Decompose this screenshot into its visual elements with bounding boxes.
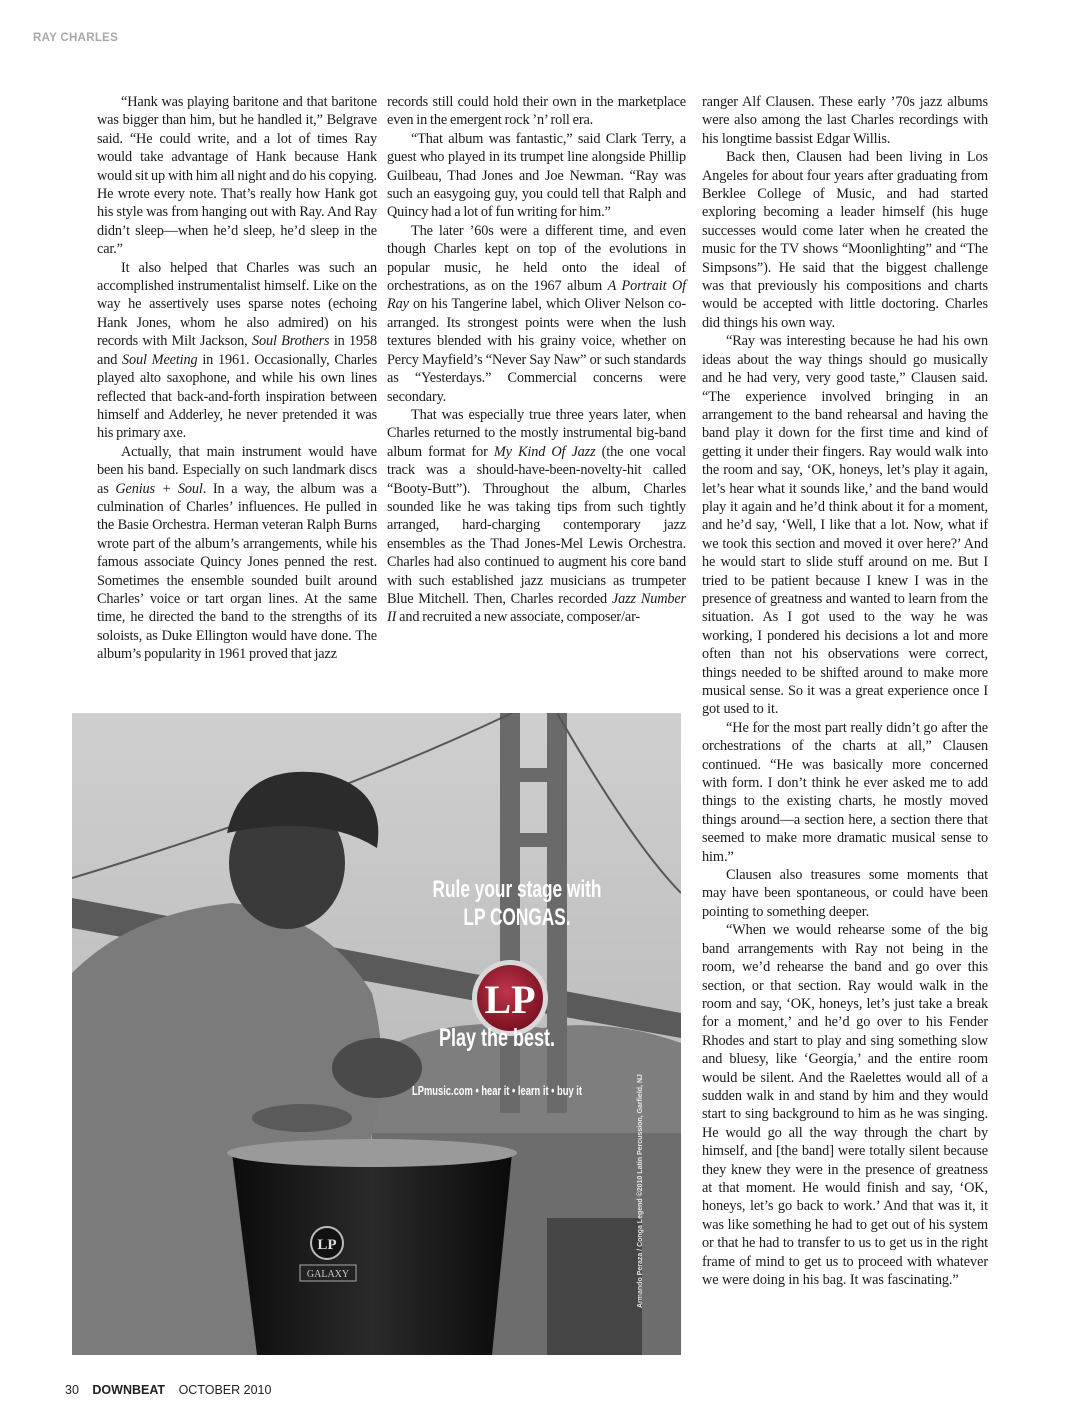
ad-photo-credit: Armando Peraza / Conga Legend ©2010 Latin Percussion, Garfield, NJ: [637, 1074, 644, 1308]
article-column-1: [97, 93, 377, 664]
paragraph: Back then, Clausen had been living in Los Angeles for about four years after graduating from Berklee College of Music, and had started exploring becoming a leader himself (his huge successes would come later when he created the music for the TV shows “Moonlighting” and “The Simpsons”). He said that the biggest challenge was that previously his compositions and charts would be accepted with little doctoring. Charles did things his own way.: [702, 149, 988, 331]
ad-headline: LP CONGAS.: [463, 904, 571, 931]
album-title: My Kind Of Jazz: [493, 443, 596, 460]
paragraph: It also helped that Charles was such an accomplished instrumentalist himself. Like on the way he assertively uses sparse notes (echoing Hank Jones, whom he also admired) on his records with Milt Jackson, Soul Brothers in 1958 and Soul Meeting in 1961. Occasionally, Charles played alto saxophone, and while his own lines reflected that back-and-forth inspiration between himself and Adderley, he never pretended it was his primary axe.: [97, 259, 377, 442]
paragraph: ranger Alf Clausen. These early ’70s jazz albums were also among the last Charles recordings with his longtime bassist Edgar Willis.: [702, 94, 988, 147]
paragraph: “Ray was interesting because he had his own ideas about the way things should go musically and he had very, very good taste,” Clausen said. “The experience involved bringing in an arrangement to the band rehearsal and having the band play it down for the first time and kind of getting it under their fingers. Ray would walk into the room and say, ‘OK, honeys, let’s play it again, let’s hear what it sounds like,’ and the band would play it again and he’d think about it for a moment, and he’d say, ‘Well, I like that a lot. Now, what if we took this section and moved it over here?’ And he would start to slide stuff around on me. But I tried to be patient because I knew I was in the presence of greatness and wanted to learn from the situation. As I got used to the way he was working, I pondered his decisions a lot and more often than not his observations were correct, things needed to be shifted around to make more musical sense. So it was a great experience once I got used to it.: [702, 333, 988, 718]
issue-date: OCTOBER 2010: [178, 1383, 272, 1397]
paragraph: The later ’60s were a different time, and even though Charles kept on top of the evolutions in popular music, he held onto the ideal of orchestrations, as on the 1967 album A Portrait Of Ray on his Tangerine label, which Oliver Nelson co-arranged. Its strongest points were when the lush textures blended with his grainy voice, whether on Percy Mayfield’s “Never Say Naw” or such standards as “Yesterdays.” Commercial concerns were secondary.: [387, 222, 687, 405]
man-hand: [252, 1104, 352, 1132]
paragraph: “Hank was playing baritone and that baritone was bigger than him, but he handled it,” Belgrave said. “He could write, and a lot of times Ray would take advantage of Hank because Hank would sit up with him all night and do his copying. He wrote every note. That’s really how Hank got his style was from hanging out with Ray. And Ray didn’t sleep—when he’d sleep, he’d sleep in the car.”: [97, 94, 377, 258]
conga-rim: [227, 1139, 517, 1167]
paragraph: “When we would rehearse some of the big band arrangements with Ray not being in the room, we’d rehearse the band and go over this section, or that section. Ray would walk in the room and say, ‘OK, honeys, let’s just take a break for a moment,’ and he’d go over to his Fender Rhodes and start to play and sing something slow and bluesy, like ‘Georgia,’ and the entire room would be silent. And the Raelettes would all of a sudden walk in and stand by him and they would start to sing background to him as he was singing. He would go all the way through the chart by himself, and [the band] were totally silent because they knew they were in the presence of greatness at that moment. He would finish and say, ‘OK, honeys, let’s go back to work.’ And that was it, it was like something he had to get out of his system or that he had to transfer to us to get us in the right frame of mind to get us to proceed with whatever we were doing in his bag. It was fascinating.”: [702, 922, 988, 1288]
album-title: A Portrait Of Ray: [387, 278, 687, 313]
paragraph: Actually, that main instrument would have been his band. Especially on such landmark discs as Genius + Soul. In a way, the album was a culmination of Charles’ influences. He pulled in the Basie Orchestra. Herman veteran Ralph Burns wrote part of the album’s arrangements, while his famous associate Quincy Jones penned the rest. Sometimes the ensemble sounded built around Charles’ voice or tart organ lines. At the same time, he directed the band to the strengths of its soloists, as Duke Ellington would have done. The album’s popularity in 1961 proved that jazz: [97, 443, 377, 663]
paragraph: That was especially true three years later, when Charles returned to the mostly instrumental big-band album format for My Kind Of Jazz (the one vocal track was a should-have-been-novelty-hit called “Booty-Butt”). Throughout the album, Charles sounded like he was taking tips from such tightly arranged, hard-charging contemporary jazz ensembles as the Thad Jones-Mel Lewis Orchestra. Charles had also continued to augment his core band with such established jazz musicians as trumpeter Blue Mitchell. Then, Charles recorded Jazz Number II and recruited a new associate, composer/ar-: [387, 406, 687, 626]
ad-links: LPmusic.com • hear it • learn it • buy it: [411, 1083, 583, 1098]
article-column-2: [387, 93, 686, 627]
paragraph: “He for the most part really didn’t go after the orchestrations of the charts at all,” Clausen continued. “He was basically more concerned with form. I don’t think he ever asked me to add things to the existing charts, he mostly moved things around—a section here, a section there that seemed to make more dramatic musical sense to him.”: [702, 719, 988, 865]
ad-headline: Rule your stage with: [432, 876, 602, 903]
magazine-name: DOWNBEAT: [92, 1383, 166, 1397]
album-title: Jazz Number II: [387, 590, 686, 626]
lp-logo-text: LP: [484, 977, 536, 1022]
running-head: RAY CHARLES: [33, 32, 119, 44]
bollard: [547, 1218, 642, 1355]
album-title: Soul Brothers: [251, 333, 330, 350]
paragraph: “That album was fantastic,” said Clark Terry, a guest who played in its trumpet line alongside Phillip Guilbeau, Thad Jones and Joe Newman. “Ray was such an easygoing guy, you could tell that Ralph and Quincy had a lot of fun writing for him.”: [387, 130, 686, 221]
conga-logo-text: LP: [317, 1237, 337, 1253]
bridge-cable: [557, 713, 681, 893]
page-number: 30: [65, 1383, 79, 1397]
album-title: Soul Meeting: [122, 351, 198, 368]
page-footer: [65, 1383, 281, 1397]
galaxy-badge-text: GALAXY: [306, 1269, 350, 1280]
paragraph: records still could hold their own in the marketplace even in the emergent rock ’n’ roll era.: [387, 94, 686, 129]
paragraph: Clausen also treasures some moments that may have been spontaneous, or could have been pointing to something deeper.: [702, 867, 988, 920]
album-title: Genius + Soul: [115, 480, 203, 497]
lp-congas-advertisement: [72, 713, 681, 1355]
article-column-3: [702, 93, 988, 1289]
ad-tagline: Play the best.: [438, 1024, 556, 1052]
conga-drum: [232, 1153, 512, 1355]
